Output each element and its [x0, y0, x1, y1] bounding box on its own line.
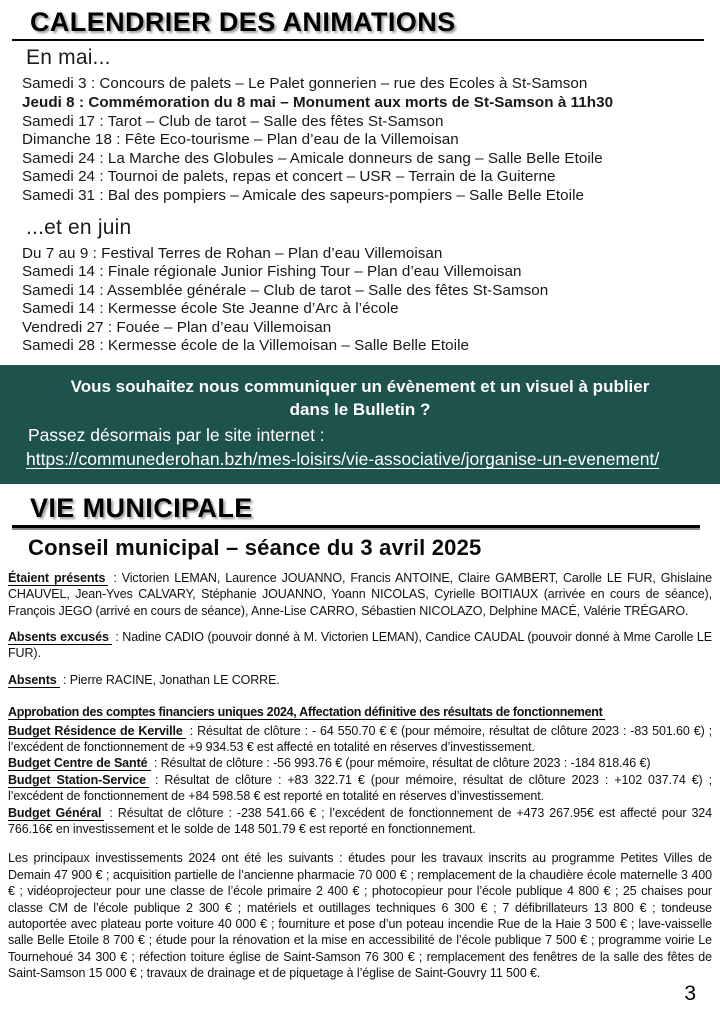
attendance-excused-label: Absents excusés — [8, 630, 112, 645]
calendar-section — [0, 8, 720, 356]
attendance-excused — [8, 629, 712, 662]
page-number: 3 — [684, 982, 696, 1005]
investments-paragraph: Les principaux investissements 2024 ont été les suivants : études pour les travaux inscrits au programme Petites Villes de Demain 47 900 € ; acquisition partielle de l’ancienne pharmacie 70 000 € ; remplacement de la chaudière école maternelle 3 400 € ; vidéoprojecteur pour une classe de l’école primaire 2 400 € ; photocopieur pour l’école publique 4 800 € ; 25 chaises pour classe CM de l’école publique 2 300 € ; matériels et outillages techniques 6 300 € ; 7 défibrillateurs 13 800 € ; tondeuse autoportée avec plateau porte voiture 40 000 € ; fourniture et pose d’un poteau incendie Rue de la Haie 3 500 € ; lave-vaisselle salle Belle Etoile 8 700 € ; étude pour la rénovation et la mise en accessibilité de l’école publique 7 500 € ; programme voirie Le Tournehoué 34 300 € ; réfection toiture église de Saint-Samson 76 300 € ; remplacement des fenêtres de la salle des fêtes de Saint-Samson 15 000 € ; travaux de drainage et de piquetage à l’église de Saint-Gouvry 11 500 €. — [8, 851, 712, 981]
attendance-excused-text: : Nadine CADIO (pouvoir donné à M. Victorien LEMAN), Candice CAUDAL (pouvoir donné à Mme Carolle LE FUR). — [8, 629, 712, 661]
attendance-absent-text: : Pierre RACINE, Jonathan LE CORRE. — [63, 672, 280, 687]
budget-centre-sante — [8, 755, 712, 771]
banner-question: Vous souhaitez nous communiquer un évènement et un visuel à publier dans le Bulletin ? — [70, 377, 650, 419]
attendance-present — [8, 570, 712, 619]
attendance-present-text: : Victorien LEMAN, Laurence JOUANNO, Francis ANTOINE, Claire GAMBERT, Carolle LE FUR, Ghislaine CHAUVEL, Jean-Yves CALVARY, Stéphanie JOUANNO, Yoann NICOLAS, Cyrielle BOITIAUX (arrivée en cours de séance), François JEGO (arrivé en cours de séance), Anne-Lise CARRO, Sébastien NICOLAZO, Delphine MACÉ, Valérie TRÉGARO. — [8, 570, 713, 618]
event-item: Vendredi 27 : Fouée – Plan d’eau Villemoisan — [22, 318, 332, 336]
calendar-title: CALENDRIER DES ANIMATIONS — [30, 7, 456, 37]
event-item: Samedi 31 : Bal des pompiers – Amicale des sapeurs-pompiers – Salle Belle Etoile — [22, 186, 585, 204]
budget-centre-sante-label: Budget Centre de Santé — [8, 756, 151, 771]
budget-kerville-label: Budget Résidence de Kerville — [8, 724, 186, 739]
municipal-section — [0, 494, 720, 981]
budget-general-text: : Résultat de clôture : -238 541.66 € ; l’excédent de fonctionnement de +473 267.95€ est affecté pour 324 766.16€ en investissement et le solde de 148 501.79 € est reporté en fonctionnement. — [8, 805, 712, 836]
municipal-title-rule — [12, 525, 700, 528]
june-heading: ...et en juin — [26, 215, 132, 239]
attendance-absent-label: Absents — [8, 673, 60, 688]
calendar-title-rule — [12, 39, 704, 41]
event-item: Samedi 14 : Finale régionale Junior Fishing Tour – Plan d’eau Villemoisan — [22, 263, 522, 281]
event-item: Samedi 14 : Kermesse école Ste Jeanne d’Arc à l’école — [22, 300, 399, 318]
budget-general — [8, 805, 712, 838]
event-submission-link[interactable]: https://communederohan.bzh/mes-loisirs/vie-associative/jorganise-un-evenement/ — [26, 449, 660, 470]
event-item: Samedi 28 : Kermesse école de la Villemoisan – Salle Belle Etoile — [22, 337, 470, 355]
banner-intro: Passez désormais par le site internet : — [28, 425, 325, 446]
budget-kerville — [8, 723, 712, 756]
budget-station-service — [8, 772, 712, 805]
event-item: Samedi 3 : Concours de palets – Le Palet gonnerien – rue des Ecoles à St-Samson — [22, 75, 588, 93]
event-item: Samedi 14 : Assemblée générale – Club de tarot – Salle des fêtes St-Samson — [22, 281, 549, 299]
budget-station-service-label: Budget Station-Service — [8, 773, 149, 788]
finance-heading — [8, 704, 712, 720]
budget-station-service-text: : Résultat de clôture : +83 322.71 € (pour mémoire, résultat de clôture 2023 : +102 037.74 €) ; l’excédent de fonctionnement de +84 598.58 € est reporté en totalité en réserves d’investissement. — [8, 772, 712, 804]
budget-centre-sante-text: : Résultat de clôture : -56 993.76 € (pour mémoire, résultat de clôture 2023 : -184 818.46 €) — [153, 756, 651, 771]
municipal-title: VIE MUNICIPALE — [30, 493, 253, 524]
event-item: Samedi 24 : Tournoi de palets, repas et concert – USR – Terrain de la Guiterne — [22, 168, 556, 186]
event-item: Samedi 24 : La Marche des Globules – Amicale donneurs de sang – Salle Belle Etoile — [22, 149, 603, 167]
may-events-list — [22, 75, 720, 205]
event-submission-banner — [0, 365, 720, 484]
event-item: Du 7 au 9 : Festival Terres de Rohan – Plan d’eau Villemoisan — [22, 244, 443, 262]
june-events-list — [22, 245, 720, 357]
finance-heading-text: Approbation des comptes financiers uniques 2024, Affectation définitive des résultats de fonctionnement — [8, 705, 605, 720]
attendance-present-label: Étaient présents — [8, 571, 108, 586]
may-heading: En mai... — [26, 46, 111, 70]
event-item: Dimanche 18 : Fête Eco-tourisme – Plan d’eau de la Villemoisan — [22, 131, 459, 149]
budget-general-label: Budget Général — [8, 806, 104, 821]
event-item: Jeudi 8 : Commémoration du 8 mai – Monument aux morts de St-Samson à 11h30 — [22, 93, 614, 111]
budget-kerville-text: : Résultat de clôture : - 64 550.70 € € (pour mémoire, résultat de clôture 2023 : -83 501.60 €) ; l’excédent de fonctionnement de +9 934.53 € est affecté en totalité en réserves d’investissement. — [8, 723, 712, 754]
event-item: Samedi 17 : Tarot – Club de tarot – Salle des fêtes St-Samson — [22, 112, 444, 130]
council-session-title: Conseil municipal – séance du 3 avril 2025 — [28, 534, 482, 560]
attendance-absent — [8, 672, 712, 688]
